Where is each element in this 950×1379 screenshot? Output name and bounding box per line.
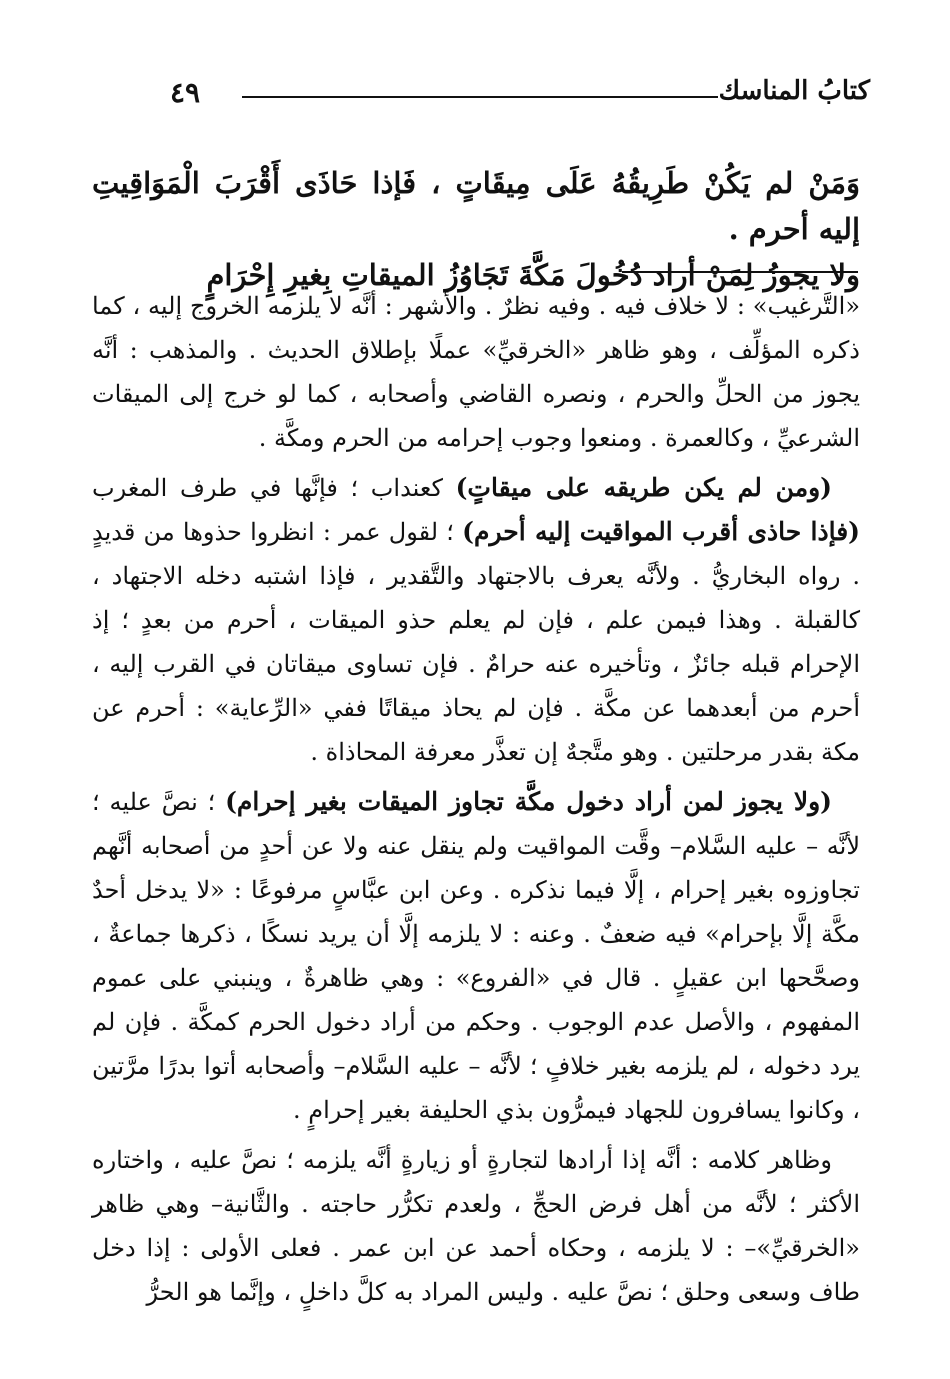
commentary-span: ؛ نصَّ عليه ؛ لأنَّه – عليه السَّلام– وقَّت المواقيت ولم ينقل عنه ولا عن أحدٍ من أصحابه أنَّهم تجاوزوه بغير إحرام ، إلَّا فيما نذكره . وعن ابن عبَّاسٍ مرفوعًا : «لا يدخل أحدٌ مكَّة إلَّا بإحرام» فيه ضعفٌ . وعنه : لا يلزمه إلَّا أن يريد نسكًا ، ذكرها جماعةٌ ، وصحَّحها ابن عقيلٍ . قال في «الفروع» : وهي ظاهرةٌ ، وينبني على عموم المفهوم ، والأصل عدم الوجوب . وحكم من أراد دخول الحرم كمكَّة . فإن لم يرد دخوله ، لم يلزمه بغير خلافٍ ؛ لأنَّه – عليه السَّلام– وأصحابه أتوا بدرًا مرَّتين ، وكانوا يسافرون للجهاد فيمرُّون بذي الحليفة بغير إحرامٍ . (92, 788, 860, 1124)
matn-text (92, 160, 860, 298)
running-header (170, 76, 870, 116)
header-rule (242, 96, 718, 98)
commentary-span: كعنداب ؛ فإنَّها في طرف المغرب (92, 474, 456, 502)
commentary-paragraph-4: وظاهر كلامه : أنَّه إذا أرادها لتجارةٍ أو زيارةٍ أنَّه يلزمه ؛ نصَّ عليه ، واختاره الأكثر ؛ لأنَّه من أهل فرض الحجِّ ، ولعدم تكرُّر حاجته . والثَّانية– وهي ظاهر «الخرقيِّ»– : لا يلزمه ، وحكاه أحمد عن ابن عمر . فعلى الأولى : إذا دخل طاف وسعى وحلق ؛ نصَّ عليه . وليس المراد به كلَّ داخلٍ ، وإنَّما هو الحرُّ (92, 1146, 860, 1306)
commentary-span: ؛ لقول عمر : انظروا حذوها من قديدٍ . رواه البخاريُّ . ولأنَّه يعرف بالاجتهاد والتَّقدير ، فإذا اشتبه دخله الاجتهاد ، كالقبلة . وهذا فيمن علم ، فإن لم يعلم حذو الميقات ، أحرم من بعدٍ ؛ إذ الإحرام قبله جائزٌ ، وتأخيره عنه حرامٌ . فإن تساوى ميقاتان في القرب إليه ، أحرم من أبعدهما عن مكَّة . فإن لم يحاذ ميقاتًا ففي «الرِّعاية» : أحرم عن مكة بقدر مرحلتين . وهو متَّجهٌ إن تعذَّر معرفة المحاذاة . (92, 518, 860, 766)
matn-line-1: وَمَنْ لم يَكُنْ طَرِيقُهُ عَلَى مِيقَاتٍ ، فَإذا حَاذَى أَقْرَبَ الْمَوَاقِيتِ إليه أحرم . (92, 166, 860, 246)
book-title: كتابُ المناسك (718, 76, 870, 106)
matn-separator-rule (622, 271, 858, 273)
matn-line-2: ولا يجوزُ لِمَنْ أراد دُخُولَ مَكَّةَ تَجَاوُزُ الميقاتِ بِغيرِ إِحْرَامٍ (206, 258, 860, 292)
quoted-matn: (فإذا حاذى أقرب المواقيت إليه أحرم) (462, 517, 860, 546)
commentary-paragraph-1: «التَّرغيب» : لا خلاف فيه . وفيه نظرٌ . والأشهر : أنَّه لا يلزمه الخروج إليه ، كما ذكره المؤلِّف ، وهو ظاهر «الخرقيِّ» عملًا بإطلاق الحديث . والمذهب : أنَّه يجوز من الحلِّ والحرم ، ونصره القاضي وأصحابه ، كما لو خرج إلى الميقات الشرعيِّ ، وكالعمرة . ومنعوا وجوب إحرامه من الحرم ومكَّة . (92, 292, 860, 452)
commentary-text (92, 284, 860, 1320)
commentary-paragraph-2 (92, 466, 860, 774)
quoted-matn: (ومن لم يكن طريقه على ميقاتٍ) (455, 473, 832, 502)
page-number: ٤٩ (170, 76, 201, 109)
commentary-paragraph-3 (92, 780, 860, 1132)
quoted-matn: (ولا يجوز لمن أراد دخول مكَّة تجاوز الميقات بغير إحرام) (225, 787, 832, 816)
